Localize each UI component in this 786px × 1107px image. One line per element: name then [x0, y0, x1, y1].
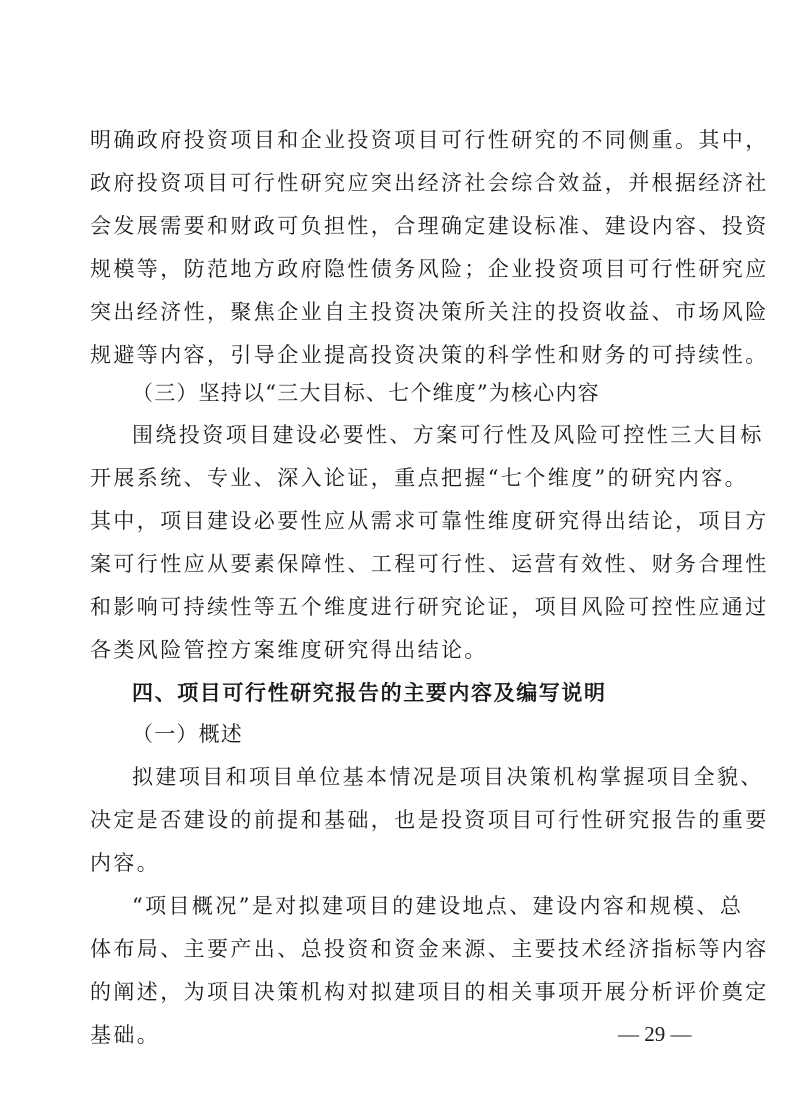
- paragraph-line: “项目概况”是对拟建项目的建设地点、建设内容和规模、总: [132, 894, 744, 918]
- paragraph-line: 其中，项目建设必要性应从需求可靠性维度研究得出结论，项目方: [90, 509, 769, 533]
- section-heading: 四、项目可行性研究报告的主要内容及编写说明: [132, 681, 607, 705]
- paragraph-line: 决定是否建设的前提和基础，也是投资项目可行性研究报告的重要: [90, 808, 769, 832]
- paragraph-line: 政府投资项目可行性研究应突出经济社会综合效益，并根据经济社: [90, 171, 769, 195]
- paragraph-line: 围绕投资项目建设必要性、方案可行性及风险可控性三大目标: [132, 423, 764, 447]
- paragraph-line: 明确政府投资项目和企业投资项目可行性研究的不同侧重。其中，: [90, 128, 769, 152]
- paragraph-line: 案可行性应从要素保障性、工程可行性、运营有效性、财务合理性: [90, 552, 769, 576]
- paragraph-line: 突出经济性，聚焦企业自主投资决策所关注的投资收益、市场风险: [90, 300, 769, 324]
- paragraph-line: 内容。: [90, 851, 161, 875]
- subsection-heading: （三）坚持以“三大目标、七个维度”为核心内容: [132, 381, 600, 405]
- paragraph-line: 开展系统、专业、深入论证，重点把握“七个维度”的研究内容。: [90, 466, 749, 490]
- paragraph-line: 会发展需要和财政可负担性，合理确定建设标准、建设内容、投资: [90, 214, 769, 238]
- paragraph-line: 拟建项目和项目单位基本情况是项目决策机构掌握项目全貌、: [132, 765, 764, 789]
- paragraph-line: 规避等内容，引导企业提高投资决策的科学性和财务的可持续性。: [90, 343, 769, 367]
- paragraph-line: 体布局、主要产出、总投资和资金来源、主要技术经济指标等内容: [90, 937, 769, 961]
- subsection-heading: （一）概述: [132, 722, 243, 746]
- paragraph-line: 规模等，防范地方政府隐性债务风险；企业投资项目可行性研究应: [90, 257, 769, 281]
- paragraph-line: 各类风险管控方案维度研究得出结论。: [90, 638, 488, 662]
- paragraph-line: 基础。: [90, 1023, 161, 1047]
- paragraph-line: 和影响可持续性等五个维度进行研究论证，项目风险可控性应通过: [90, 595, 769, 619]
- page-number: — 29 —: [618, 1022, 692, 1046]
- paragraph-line: 的阐述，为项目决策机构对拟建项目的相关事项开展分析评价奠定: [90, 980, 769, 1004]
